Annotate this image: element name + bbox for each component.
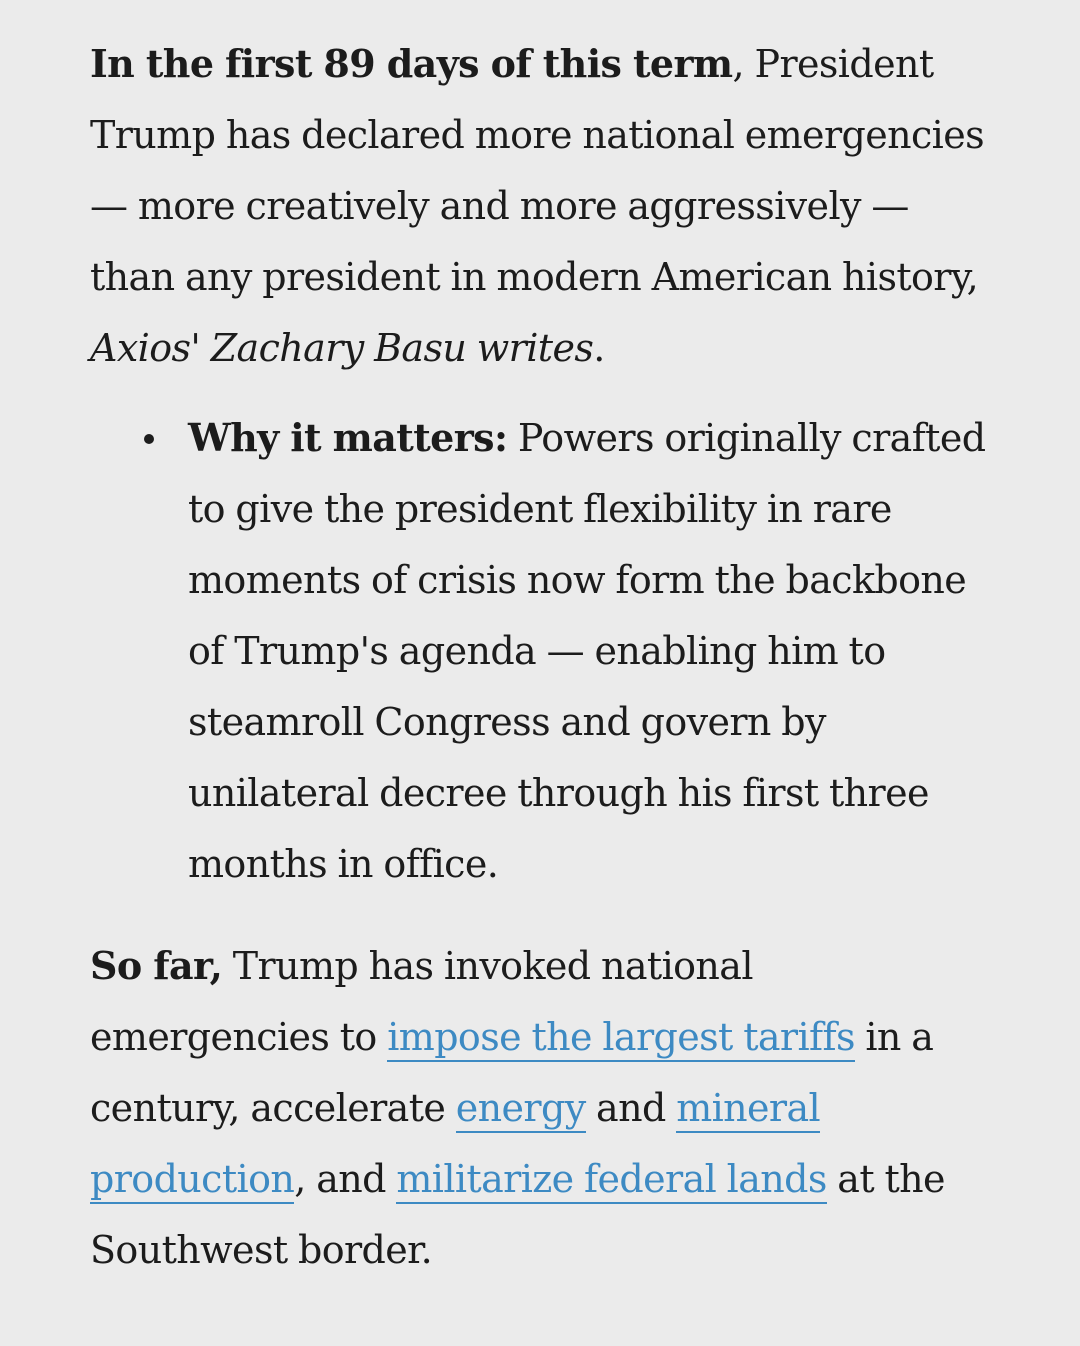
- so-far-text-5: at the Southwest border.: [90, 1157, 945, 1272]
- link-militarize-federal-lands[interactable]: militarize federal lands: [396, 1157, 826, 1204]
- intro-end: .: [593, 326, 605, 370]
- link-energy[interactable]: energy: [456, 1086, 586, 1133]
- bullet-list: [90, 402, 990, 900]
- so-far-text-1: Trump has invoked national emergencies to: [90, 944, 753, 1059]
- why-it-matters-lead: Why it matters:: [188, 415, 508, 460]
- link-mineral-production[interactable]: mineral production: [90, 1086, 820, 1204]
- link-impose-tariffs[interactable]: impose the largest tariffs: [387, 1015, 855, 1062]
- list-item: [188, 402, 990, 900]
- so-far-paragraph: [90, 930, 990, 1286]
- attribution: Axios' Zachary Basu writes: [90, 326, 594, 370]
- so-far-lead: So far,: [90, 943, 223, 988]
- bullet-point-icon: [144, 434, 154, 444]
- intro-paragraph: [90, 28, 990, 384]
- intro-text: , President Trump has declared more national emergencies — more creatively and more aggressively — than any president in modern American history,: [90, 42, 985, 299]
- why-it-matters-text: Powers originally crafted to give the president flexibility in rare moments of crisis now form the backbone of Trump's agenda — enabling him to steamroll Congress and govern by unilateral decree through his first three months in office.: [188, 416, 986, 886]
- so-far-text-4: , and: [294, 1157, 397, 1201]
- so-far-text-3: and: [585, 1086, 677, 1130]
- intro-lead: In the first 89 days of this term: [90, 41, 733, 86]
- so-far-text-2: in a century, accelerate: [90, 1015, 934, 1130]
